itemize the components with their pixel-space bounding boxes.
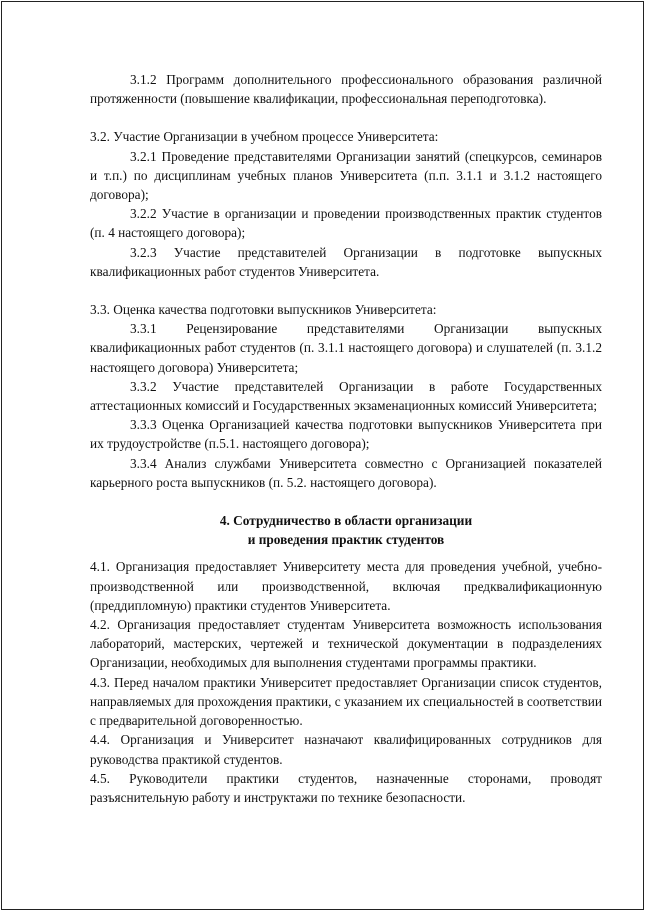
section-heading-line-1: 4. Сотрудничество в области организации [219, 513, 473, 529]
paragraph-4-1: 4.1. Организация предоставляет Университету места для проведения учебной, учебно-производственной или производственной, включая предквалификационную (преддипломную) практики студентов Университета. [90, 559, 602, 613]
paragraph-3-2-1: 3.2.1 Проведение представителями Организации занятий (спецкурсов, семинаров и т.п.) по дисциплинам учебных планов Университета (п.п. 3.1.1 и 3.1.2 настоящего договора); [90, 148, 602, 203]
paragraph-3-3-4: 3.3.4 Анализ службами Университета совместно с Организацией показателей карьерного роста выпускников (п. 5.2. настоящего договора). [90, 455, 602, 490]
paragraph-3-1-2: 3.1.2 Программ дополнительного профессионального образования различной протяженности (повышение квалификации, профессиональная переподготовка). [90, 72, 602, 107]
paragraph-3-2-2: 3.2.2 Участие в организации и проведении производственных практик студентов (п. 4 настоящего договора); [90, 206, 602, 241]
paragraph-4-4: 4.4. Организация и Университет назначают квалифицированных сотрудников для руководства практикой студентов. [90, 732, 602, 767]
document-page [1, 1, 644, 910]
paragraph-4-3: 4.3. Перед началом практики Университет предоставляет Организации список студентов, направляемых для прохождения практики, с указанием их специальностей в соответствии с предварительной договоренностью. [90, 674, 602, 729]
document-body [90, 70, 602, 807]
paragraph-4-2: 4.2. Организация предоставляет студентам Университета возможность использования лабораторий, мастерских, чертежей и технической документации в подразделениях Организации, необходимых для выполнения студентами программы практики. [90, 617, 602, 671]
paragraph-4-5: 4.5. Руководители практики студентов, назначенные сторонами, проводят разъяснительную работу и инструктажи по технике безопасности. [90, 770, 602, 805]
paragraph-3-3: 3.3. Оценка качества подготовки выпускников Университета: [90, 302, 437, 318]
section-heading-line-2: и проведения практик студентов [247, 532, 445, 548]
paragraph-3-3-2: 3.3.2 Участие представителей Организации в работе Государственных аттестационных комиссий и Государственных экзаменационных комиссий Университета; [90, 378, 602, 414]
paragraph-3-3-3: 3.3.3 Оценка Организацией качества подготовки выпускников Университета при их трудоустройстве (п.5.1. настоящего договора); [90, 417, 602, 452]
paragraph-3-3-1: 3.3.1 Рецензирование представителями Организации выпускных квалификационных работ студентов (п. 3.1.1 настоящего договора) и слушателей (п. 3.1.2 настоящего договора) Университета; [90, 321, 602, 375]
paragraph-3-2-3: 3.2.3 Участие представителей Организации в подготовке выпускных квалификационных работ студентов Университета. [90, 244, 602, 279]
paragraph-3-2: 3.2. Участие Организации в учебном процессе Университета: [90, 129, 439, 145]
